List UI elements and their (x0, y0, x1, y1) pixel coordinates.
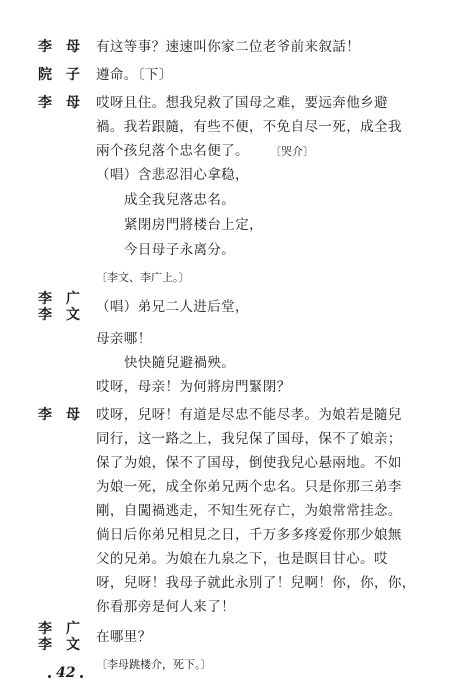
dialogue-line: 遵命。〔下〕 (96, 67, 173, 83)
sung-line: 紧閉房門將楼台上定， (124, 217, 263, 233)
sung-line: 今日母子永离分。 (124, 242, 236, 258)
dialogue-line: 你看那旁是何人来了！ (96, 599, 235, 615)
speaker-yuan-zi: 院 子 (38, 67, 80, 83)
speaker-li-mu: 李 母 (38, 95, 80, 111)
dialogue-line: 哎呀且住。想我兒救了国母之难，要远奔他乡避 (96, 95, 388, 111)
stage-direction: 〔李文、李广上。〕 (96, 271, 190, 284)
page-number-dot (80, 675, 83, 678)
dialogue-line: 父的兄弟。为娘在九泉之下，也是瞑目甘心。哎 (96, 551, 388, 567)
page-number-dot (48, 675, 51, 678)
sung-line: 快快隨兒避禍殃。 (124, 355, 236, 371)
dialogue-line: 有这等事？速速叫你家二位老爷前来叙話！ (96, 39, 361, 55)
dialogue-line: 呀，兒呀！我母子就此永別了！兒啊！你，你，你， (96, 575, 416, 591)
speaker-li-mu: 李 母 (38, 39, 80, 55)
stage-direction: 〔哭介〕 (270, 145, 314, 158)
stage-direction: 〔李母跳楼介，死下。〕 (96, 658, 212, 671)
dialogue-line: 倘日后你弟兄相見之日，千万多多疼爱你那少娘無 (96, 527, 402, 543)
dialogue-line: 剛，自闖禍逃走，不知生死存亡，为娘常常挂念。 (96, 503, 402, 519)
speaker-li-mu: 李 母 (38, 407, 80, 423)
dialogue-line: 哎呀，兒呀！有道是尽忠不能尽孝。为娘若是隨兒 (96, 407, 402, 423)
speaker-li-wen: 李 文 (38, 307, 80, 323)
dialogue-line: 禍。我若跟隨，有些不便，不免自尽一死，成全我 (96, 119, 402, 135)
speaker-li-guang: 李 广 (38, 291, 80, 307)
dialogue-line: 同行，这一路之上，我兒保了国母，保不了娘亲； (96, 431, 402, 447)
speaker-li-wen: 李 文 (38, 637, 80, 653)
page-number: 42 (56, 665, 76, 681)
sung-line: 母亲哪！ (96, 331, 152, 347)
dialogue-line: 为娘一死，成全你弟兄两个忠名。只是你那三弟李 (96, 479, 402, 495)
dialogue-line: 哎呀，母亲！为何將房門緊閉？ (96, 379, 291, 395)
dialogue-line: 保了为娘，保不了国母，倒使我兒心悬兩地。不如 (96, 455, 402, 471)
dialogue-line: 兩个孩兒落个忠名便了。 (96, 143, 249, 159)
dialogue-line: 在哪里？ (96, 629, 152, 645)
speaker-li-guang: 李 广 (38, 621, 80, 637)
sung-line: （唱）含悲忍泪心拿稳， (96, 167, 249, 183)
sung-line: （唱）弟兄二人进后堂， (96, 299, 249, 315)
sung-line: 成全我兒落忠名。 (124, 192, 236, 208)
